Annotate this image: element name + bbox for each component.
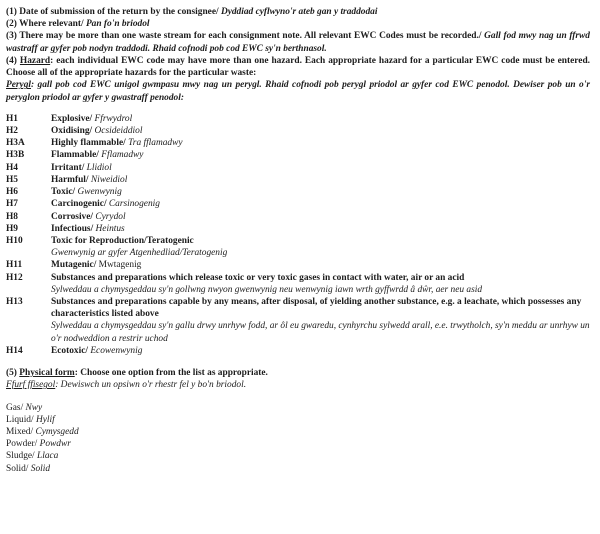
hazard-cy: Cyrydol <box>95 211 126 222</box>
hazard-code: H7 <box>6 199 18 210</box>
hazard-code: H11 <box>6 260 23 271</box>
hazard-cy: Sylweddau a chymysgeddau sy'n gallu drwy unrhyw fodd, ar ôl eu gwaredu, cynhyrchu sylwedd arall, e.e. trwytholch, sy'n meddu ar unrhyw un o'r nodweddion a restrir uchod <box>51 321 590 344</box>
hazard-cy: Mwtagenig <box>98 260 142 271</box>
form-cy: Llaca <box>37 451 59 462</box>
hazard-description <box>51 186 590 198</box>
hazard-code: H2 <box>6 125 18 136</box>
physical-form-option <box>6 426 590 438</box>
physical-form-option <box>6 450 590 462</box>
note-3-en: (3) There may be more than one waste stream for each consignment note. All relevant EWC Codes must be recorded./ <box>6 31 482 42</box>
note-4-cy-label: Perygl <box>6 80 31 91</box>
note-1-cy: Dyddiad cyflwyno'r ateb gan y traddodai <box>220 7 378 17</box>
form-en: Sludge/ <box>6 451 35 462</box>
hazard-description <box>51 149 590 161</box>
hazard-en: Toxic/ <box>51 187 76 198</box>
physical-form-option <box>6 438 590 450</box>
form-cy: Solid <box>30 463 51 474</box>
hazard-row <box>6 345 590 357</box>
physical-form-cy <box>6 379 590 391</box>
physical-text: : Choose one option from the list as appropriate. <box>74 368 268 379</box>
hazard-code: H10 <box>6 235 23 246</box>
hazard-row <box>6 198 590 210</box>
hazard-row <box>6 259 590 271</box>
form-en: Mixed/ <box>6 427 34 437</box>
hazard-row <box>6 296 590 345</box>
hazard-cy: Gwenwynig <box>77 187 122 198</box>
hazard-description <box>51 162 590 174</box>
note-3 <box>6 30 590 54</box>
note-2-cy: Pan fo'n briodol <box>85 19 150 30</box>
form-en: Solid/ <box>6 463 29 474</box>
hazard-description <box>51 345 590 357</box>
hazard-row <box>6 125 590 137</box>
hazard-en: Oxidising/ <box>51 125 93 136</box>
hazard-code: H3A <box>6 138 25 149</box>
physical-prefix: (5) <box>6 368 17 379</box>
hazard-code: H13 <box>6 297 23 308</box>
hazard-en: Ecotoxic/ <box>51 345 88 356</box>
hazard-code: H6 <box>6 187 18 198</box>
hazard-en: Highly flammable/ <box>51 138 126 149</box>
hazard-code: H12 <box>6 272 23 283</box>
hazard-code: H9 <box>6 223 18 234</box>
physical-form-option <box>6 402 590 414</box>
hazard-code: H3B <box>6 150 25 161</box>
hazard-cy: Ffrwydrol <box>94 113 133 124</box>
hazard-en: Carcinogenic/ <box>51 199 107 210</box>
form-cy: Nwy <box>25 402 43 413</box>
hazard-description <box>51 259 590 271</box>
physical-label: Physical form <box>19 368 75 379</box>
hazard-cy: Ecowenwynig <box>90 345 143 356</box>
hazard-cy: Llidiol <box>86 162 112 173</box>
note-4-label: Hazard <box>19 55 51 66</box>
physical-form-en <box>6 367 590 379</box>
physical-form-note <box>6 367 590 391</box>
physical-form-option <box>6 414 590 426</box>
hazard-cy: Carsinogenig <box>108 199 160 210</box>
hazard-row <box>6 149 590 161</box>
hazard-description <box>51 174 590 186</box>
hazard-description <box>51 211 590 223</box>
hazard-row <box>6 235 590 259</box>
form-en: Gas/ <box>6 402 24 413</box>
hazard-en: Flammable/ <box>51 150 99 161</box>
hazard-cy: Tra fflamadwy <box>128 138 183 149</box>
note-2-en: (2) Where relevant/ <box>6 19 84 30</box>
hazard-en: Substances and preparations capable by any means, after disposal, of yielding another substance, e.g. a leachate, which possesses any characteristics listed above <box>51 297 582 320</box>
hazard-en: Infectious/ <box>51 223 94 234</box>
hazard-row <box>6 174 590 186</box>
form-cy: Cymysgedd <box>35 427 79 437</box>
hazard-description <box>51 137 590 149</box>
note-4 <box>6 55 590 79</box>
note-1-en: (1) Date of submission of the return by the consignee/ <box>6 7 219 17</box>
hazard-list <box>6 113 590 357</box>
note-4-en: : each individual EWC code may have more than one hazard. Each appropriate hazard for a particular EWC code must be entered. Choose all of the appropriate hazards for the particular waste: <box>6 55 591 79</box>
hazard-en: Substances and preparations which release toxic or very toxic gases in contact with water, air or an acid <box>51 272 465 283</box>
physical-cy-label: Ffurf ffisegol <box>6 380 56 391</box>
hazard-row <box>6 113 590 125</box>
hazard-row <box>6 223 590 235</box>
hazard-description <box>51 272 590 296</box>
form-cy: Powdwr <box>39 439 71 450</box>
hazard-en: Explosive/ <box>51 113 93 124</box>
note-4-cy-text: : gall pob cod EWC unigol gwmpasu mwy nag un perygl. Rhaid cofnodi pob perygl priodol ar gyfer cod EWC penodol. Dewiser pob un o'r peryglon priodol ar gyfer y gwastraff penodol: <box>6 80 590 103</box>
hazard-row <box>6 162 590 174</box>
hazard-en: Irritant/ <box>51 162 85 173</box>
hazard-code: H4 <box>6 162 18 173</box>
form-cy: Hylif <box>35 414 55 425</box>
hazard-cy: Ocsideiddiol <box>94 125 143 136</box>
hazard-cy: Niweidiol <box>90 174 128 185</box>
physical-cy-text: : Dewiswch un opsiwn o'r rhestr fel y bo'n briodol. <box>55 380 247 391</box>
form-en: Powder/ <box>6 439 38 450</box>
physical-form-list <box>6 402 590 475</box>
hazard-code: H5 <box>6 174 18 185</box>
note-3-cy: Gall fod mwy nag un ffrwd wastraff ar gyfer pob nodyn traddodi. Rhaid cofnodi pob cod EWC sy'n berthnasol. <box>6 31 590 54</box>
hazard-en: Mutagenic/ <box>51 260 97 271</box>
notes-intro <box>6 6 590 104</box>
form-en: Liquid/ <box>6 414 34 425</box>
hazard-code: H8 <box>6 211 18 222</box>
hazard-description <box>51 125 590 137</box>
hazard-cy: Fflamadwy <box>101 150 144 161</box>
hazard-row <box>6 186 590 198</box>
hazard-cy: Heintus <box>95 223 125 234</box>
note-2 <box>6 18 590 30</box>
hazard-description <box>51 296 590 345</box>
hazard-en: Corrosive/ <box>51 211 94 222</box>
hazard-code: H1 <box>6 113 18 124</box>
hazard-cy: Sylweddau a chymysgeddau sy'n gollwng nwyon gwenwynig neu wenwynig iawn wrth gyffwrdd â dŵr, aer neu asid <box>51 284 483 295</box>
hazard-row <box>6 137 590 149</box>
hazard-en: Harmful/ <box>51 174 89 185</box>
note-4-cy <box>6 79 590 103</box>
note-4-prefix: (4) <box>6 55 17 66</box>
hazard-code: H14 <box>6 345 23 356</box>
hazard-description <box>51 223 590 235</box>
physical-form-option <box>6 463 590 475</box>
hazard-description <box>51 113 590 125</box>
hazard-row <box>6 272 590 296</box>
hazard-row <box>6 211 590 223</box>
hazard-en: Toxic for Reproduction/Teratogenic <box>51 235 194 246</box>
note-1 <box>6 6 590 18</box>
hazard-description <box>51 235 590 259</box>
hazard-description <box>51 198 590 210</box>
hazard-cy: Gwenwynig ar gyfer Atgenhedliad/Teratogenig <box>51 248 228 259</box>
